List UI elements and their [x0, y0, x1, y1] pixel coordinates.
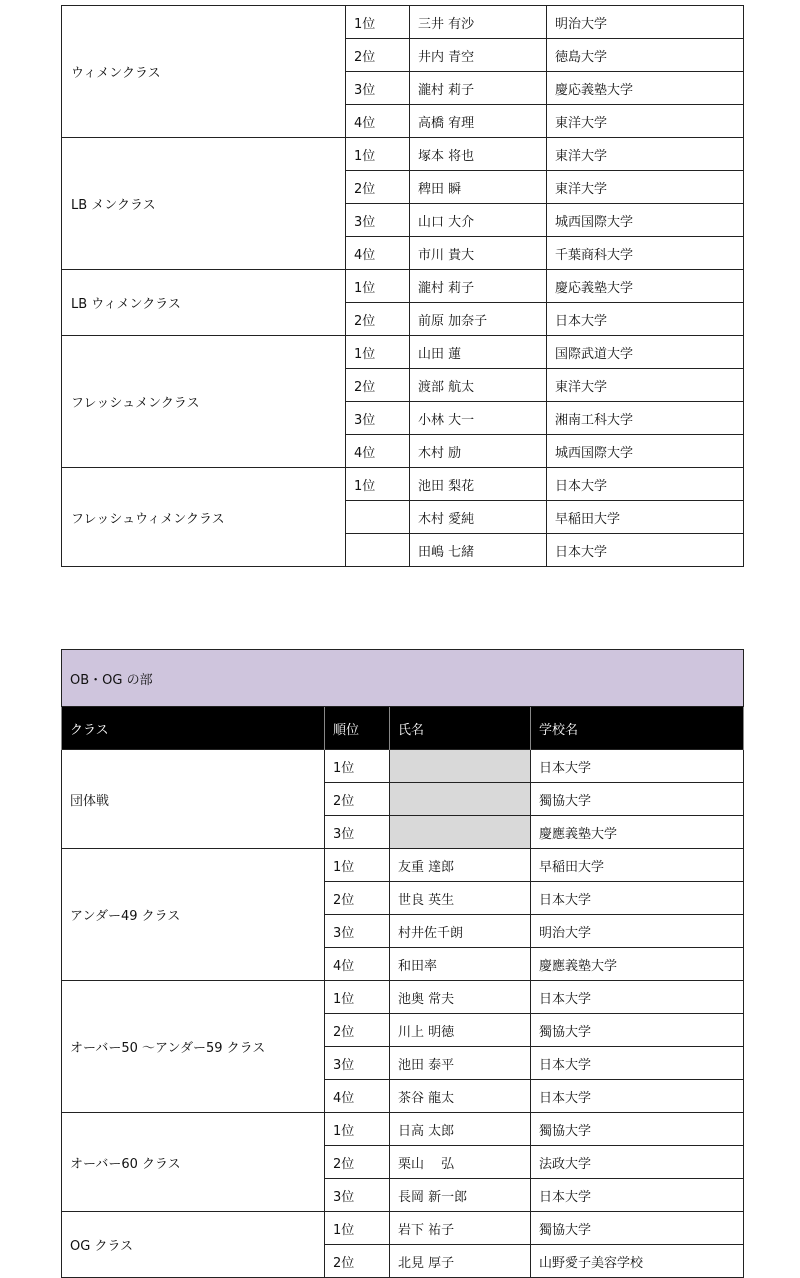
school-cell: 日本大学 — [531, 981, 744, 1014]
name-cell: 栗山 弘 — [390, 1146, 531, 1179]
school-cell: 法政大学 — [531, 1146, 744, 1179]
school-cell: 東洋大学 — [547, 105, 744, 138]
name-cell: 池田 泰平 — [390, 1047, 531, 1080]
name-cell: 池奥 常夫 — [390, 981, 531, 1014]
school-cell: 獨協大学 — [531, 1014, 744, 1047]
school-cell: 千葉商科大学 — [547, 237, 744, 270]
rank-cell: 2位 — [325, 1146, 390, 1179]
rank-cell: 3位 — [346, 402, 410, 435]
school-cell: 日本大学 — [531, 882, 744, 915]
rank-cell: 3位 — [325, 816, 390, 849]
class-name-cell: LB メンクラス — [62, 138, 346, 270]
school-cell: 湘南工科大学 — [547, 402, 744, 435]
rank-cell: 4位 — [346, 237, 410, 270]
school-cell: 日本大学 — [547, 468, 744, 501]
school-cell: 日本大学 — [531, 750, 744, 783]
rank-cell: 1位 — [346, 336, 410, 369]
obog-results-table — [61, 649, 744, 1278]
rank-cell: 1位 — [325, 750, 390, 783]
rank-cell: 3位 — [325, 1047, 390, 1080]
class-name-cell: フレッシュメンクラス — [62, 336, 346, 468]
name-cell: 瀧村 莉子 — [410, 270, 547, 303]
school-cell: 日本大学 — [531, 1047, 744, 1080]
school-cell: 城西国際大学 — [547, 435, 744, 468]
table-row — [62, 468, 744, 501]
rank-cell: 1位 — [346, 138, 410, 171]
school-cell: 明治大学 — [547, 6, 744, 39]
rank-cell: 3位 — [325, 915, 390, 948]
name-cell — [390, 783, 531, 816]
school-cell: 山野愛子美容学校 — [531, 1245, 744, 1278]
name-cell: 木村 愛純 — [410, 501, 547, 534]
school-cell: 慶應義塾大学 — [531, 816, 744, 849]
rank-cell: 2位 — [346, 171, 410, 204]
name-cell: 日高 太郎 — [390, 1113, 531, 1146]
school-cell: 日本大学 — [547, 534, 744, 567]
name-cell: 池田 梨花 — [410, 468, 547, 501]
name-cell: 和田率 — [390, 948, 531, 981]
header-rank: 順位 — [325, 707, 390, 750]
table-row — [62, 6, 744, 39]
school-cell: 東洋大学 — [547, 369, 744, 402]
school-cell: 早稲田大学 — [547, 501, 744, 534]
school-cell: 慶應義塾大学 — [531, 948, 744, 981]
name-cell: 井内 青空 — [410, 39, 547, 72]
school-cell: 獨協大学 — [531, 783, 744, 816]
school-cell: 慶応義塾大学 — [547, 270, 744, 303]
section-title-row — [62, 650, 744, 707]
rank-cell: 1位 — [325, 1113, 390, 1146]
class-name-cell: オーバー50 ～アンダー59 クラス — [62, 981, 325, 1113]
school-cell: 東洋大学 — [547, 138, 744, 171]
class-name-cell: アンダー49 クラス — [62, 849, 325, 981]
rank-cell: 2位 — [325, 882, 390, 915]
name-cell: 長岡 新一郎 — [390, 1179, 531, 1212]
name-cell: 市川 貴大 — [410, 237, 547, 270]
rank-cell: 1位 — [325, 981, 390, 1014]
table-row — [62, 336, 744, 369]
name-cell: 北見 厚子 — [390, 1245, 531, 1278]
class-name-cell: オーバー60 クラス — [62, 1113, 325, 1212]
rank-cell: 3位 — [346, 72, 410, 105]
name-cell: 塚本 将也 — [410, 138, 547, 171]
name-cell: 小林 大一 — [410, 402, 547, 435]
name-cell: 田嶋 七緒 — [410, 534, 547, 567]
school-cell: 明治大学 — [531, 915, 744, 948]
name-cell: 村井佐千朗 — [390, 915, 531, 948]
school-cell: 徳島大学 — [547, 39, 744, 72]
name-cell: 瀧村 莉子 — [410, 72, 547, 105]
name-cell: 三井 有沙 — [410, 6, 547, 39]
table-row — [62, 270, 744, 303]
rank-cell: 2位 — [325, 783, 390, 816]
rank-cell: 4位 — [346, 435, 410, 468]
rank-cell: 2位 — [325, 1014, 390, 1047]
school-cell: 慶応義塾大学 — [547, 72, 744, 105]
name-cell: 岩下 祐子 — [390, 1212, 531, 1245]
name-cell: 高橋 宥理 — [410, 105, 547, 138]
rank-cell: 4位 — [325, 948, 390, 981]
rank-cell: 1位 — [325, 849, 390, 882]
rank-cell: 1位 — [325, 1212, 390, 1245]
school-cell: 城西国際大学 — [547, 204, 744, 237]
section-title: OB・OG の部 — [62, 650, 744, 707]
school-cell: 国際武道大学 — [547, 336, 744, 369]
name-cell: 茶谷 龍太 — [390, 1080, 531, 1113]
name-cell: 稗田 瞬 — [410, 171, 547, 204]
class-name-cell: フレッシュウィメンクラス — [62, 468, 346, 567]
name-cell: 前原 加奈子 — [410, 303, 547, 336]
header-class: クラス — [62, 707, 325, 750]
school-cell: 獨協大学 — [531, 1212, 744, 1245]
rank-cell: 3位 — [346, 204, 410, 237]
rank-cell: 2位 — [325, 1245, 390, 1278]
name-cell: 世良 英生 — [390, 882, 531, 915]
table-row — [62, 849, 744, 882]
class-name-cell: LB ウィメンクラス — [62, 270, 346, 336]
school-cell: 東洋大学 — [547, 171, 744, 204]
table-row — [62, 1212, 744, 1245]
class-name-cell: OG クラス — [62, 1212, 325, 1278]
name-cell: 山田 蓮 — [410, 336, 547, 369]
name-cell: 友重 達郎 — [390, 849, 531, 882]
rank-cell: 2位 — [346, 39, 410, 72]
rank-cell — [346, 501, 410, 534]
rank-cell: 1位 — [346, 270, 410, 303]
header-row — [62, 707, 744, 750]
rank-cell: 4位 — [325, 1080, 390, 1113]
school-cell: 日本大学 — [531, 1080, 744, 1113]
header-school: 学校名 — [531, 707, 744, 750]
school-cell: 獨協大学 — [531, 1113, 744, 1146]
rank-cell — [346, 534, 410, 567]
name-cell: 川上 明徳 — [390, 1014, 531, 1047]
rank-cell: 3位 — [325, 1179, 390, 1212]
rank-cell: 1位 — [346, 6, 410, 39]
rank-cell: 2位 — [346, 369, 410, 402]
name-cell: 木村 励 — [410, 435, 547, 468]
name-cell — [390, 816, 531, 849]
school-cell: 早稲田大学 — [531, 849, 744, 882]
school-cell: 日本大学 — [531, 1179, 744, 1212]
header-name: 氏名 — [390, 707, 531, 750]
name-cell: 渡部 航太 — [410, 369, 547, 402]
school-cell: 日本大学 — [547, 303, 744, 336]
name-cell: 山口 大介 — [410, 204, 547, 237]
table-row — [62, 138, 744, 171]
table-row — [62, 981, 744, 1014]
rank-cell: 4位 — [346, 105, 410, 138]
class-name-cell: ウィメンクラス — [62, 6, 346, 138]
rank-cell: 1位 — [346, 468, 410, 501]
student-results-table — [61, 5, 744, 567]
table-row — [62, 1113, 744, 1146]
class-name-cell: 団体戦 — [62, 750, 325, 849]
rank-cell: 2位 — [346, 303, 410, 336]
name-cell — [390, 750, 531, 783]
table-row — [62, 750, 744, 783]
